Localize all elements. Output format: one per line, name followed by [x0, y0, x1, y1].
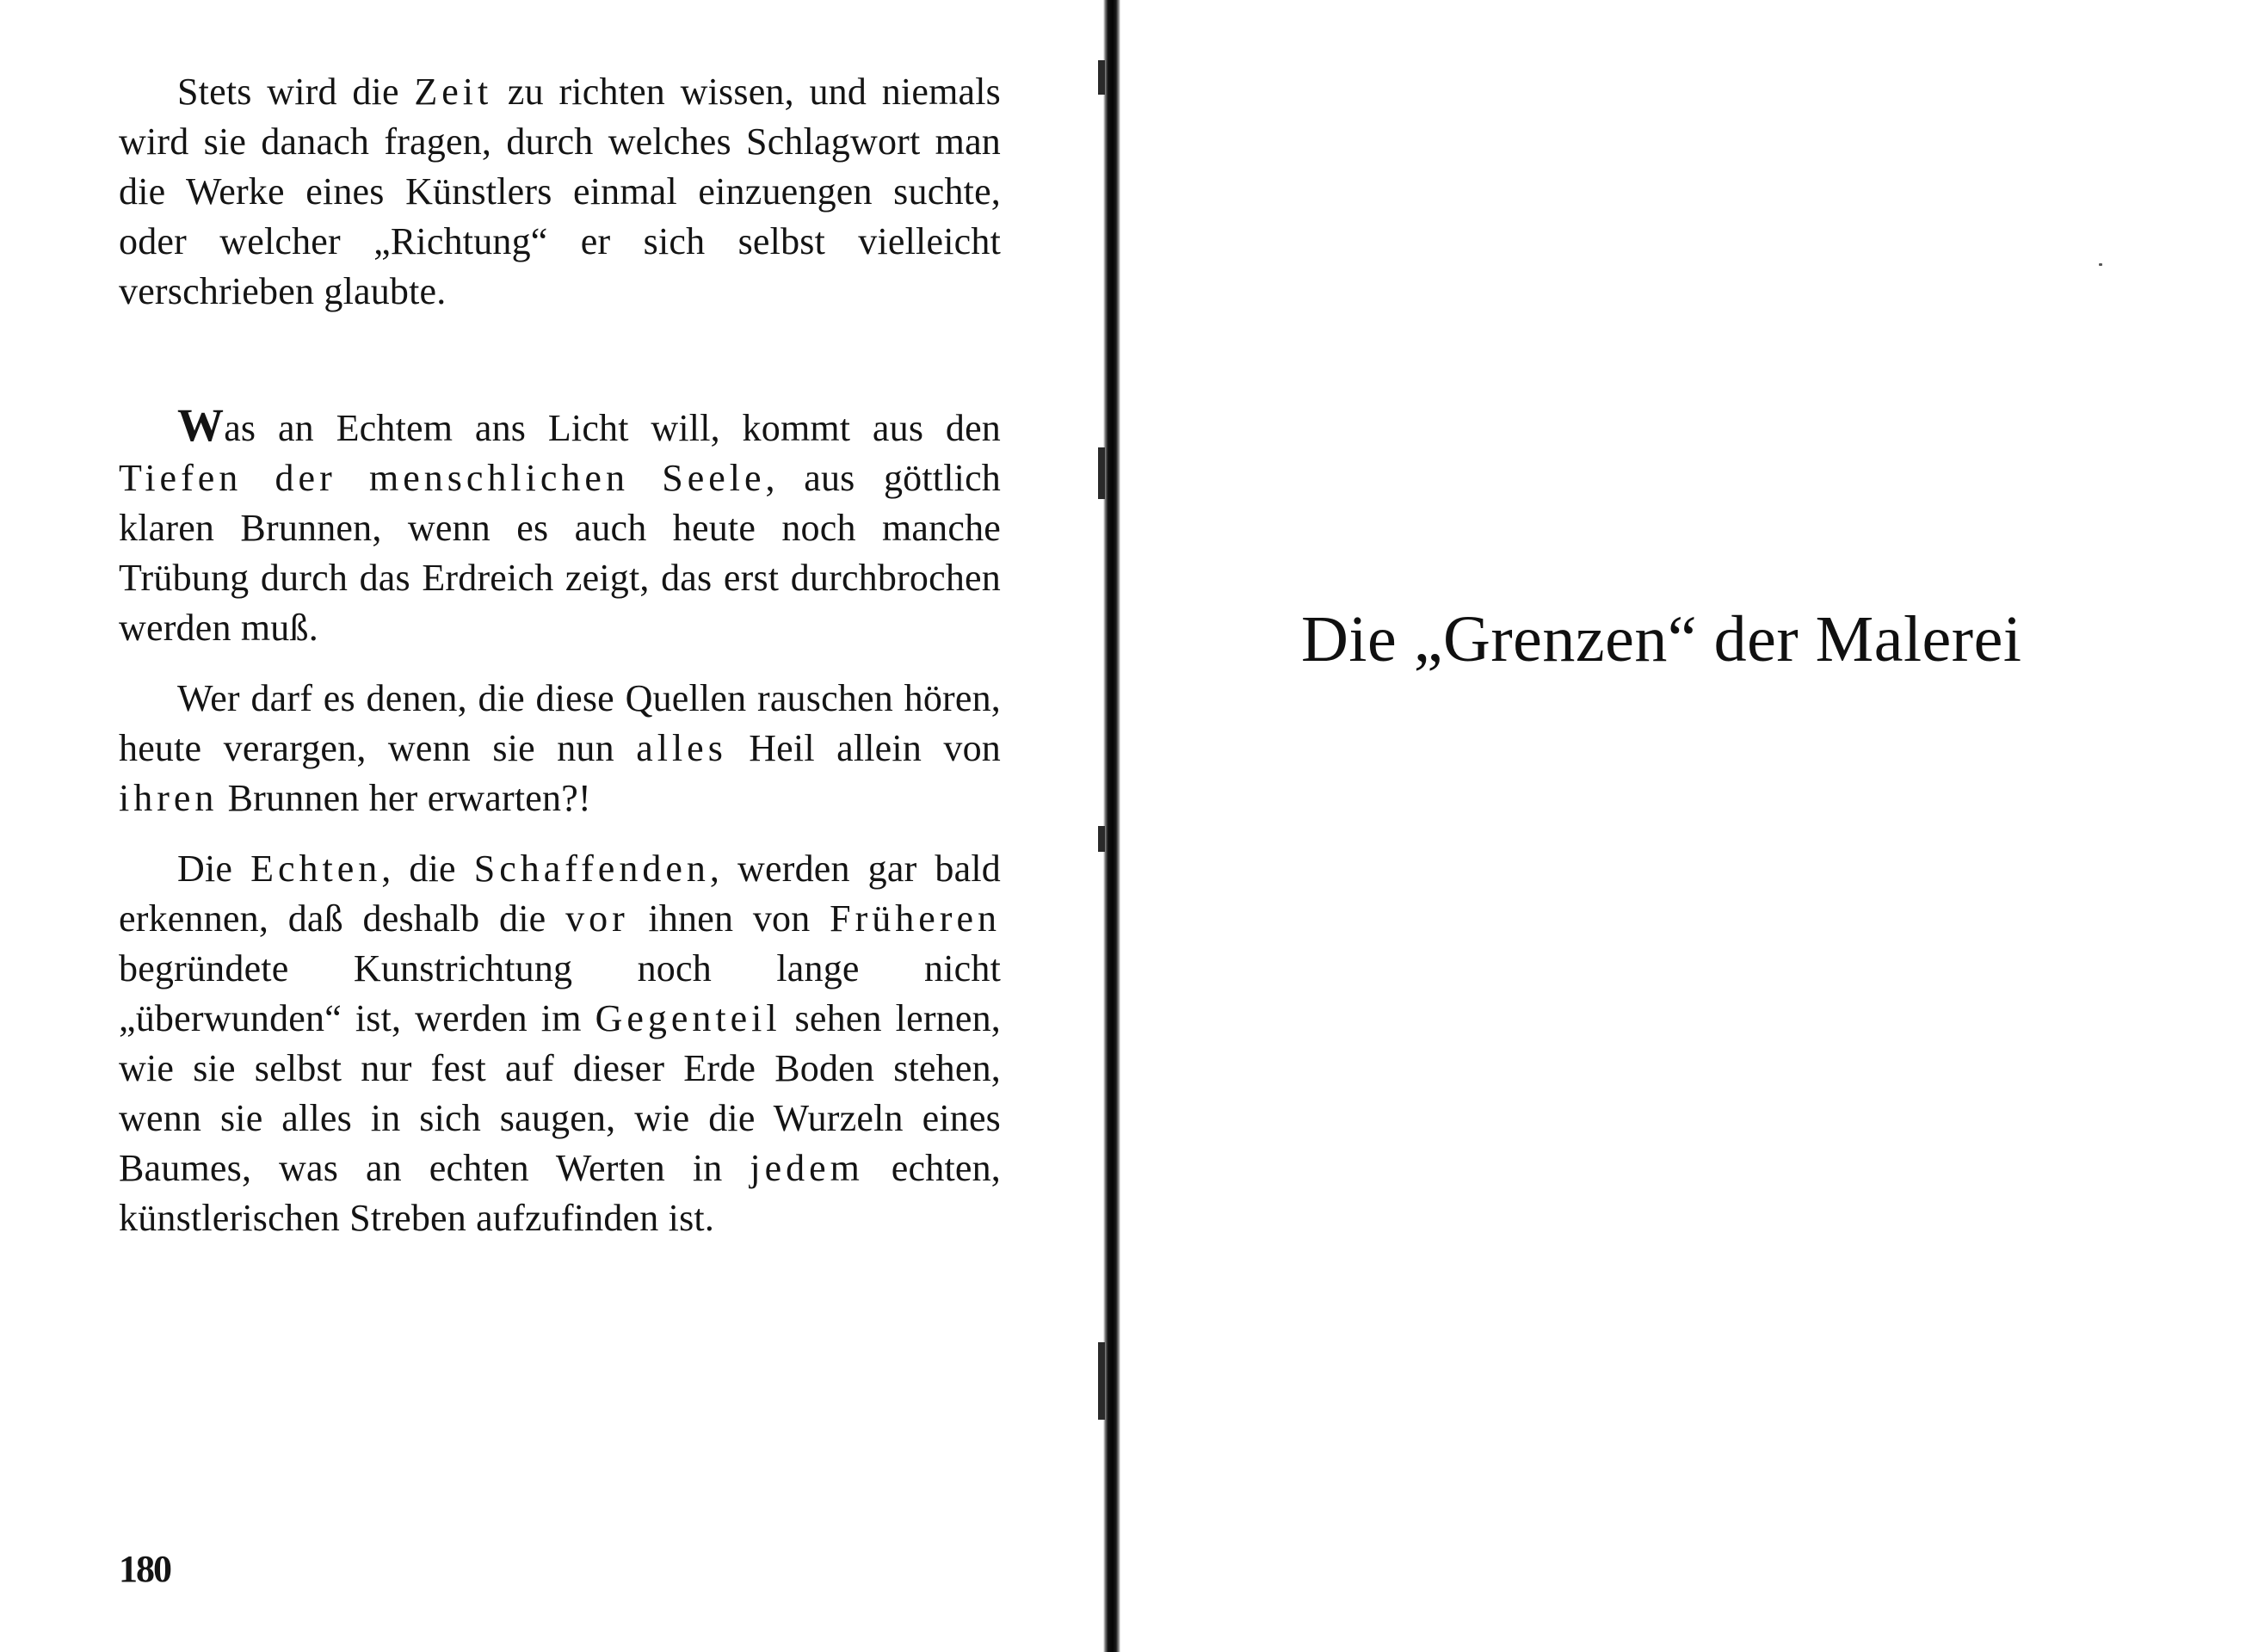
chapter-title: Die „Grenzen“ der Malerei — [1301, 603, 2022, 675]
body-text — [119, 67, 1001, 1243]
gutter-fleck — [1098, 826, 1105, 852]
paragraph-2: Was an Echtem ans Licht will, kommt aus den Tiefen der menschlichen Seele, aus göttlich klaren Brunnen, wenn es auch heute noch manche Trübung durch das Erdreich zeigt, das erst durchbrochen werden muß. — [119, 399, 1001, 649]
gutter-fleck — [1098, 60, 1105, 95]
paragraph-1: Stets wird die Zeit zu richten wissen, und niemals wird sie danach fragen, durch welches Schlagwort man die Werke eines Künstlers einmal einzuengen suchte, oder welcher „Richtung“ er sich selbst vielleicht verschrieben glaubte. — [119, 71, 1001, 312]
paragraph-3: Wer darf es denen, die diese Quellen rauschen hören, heute verargen, wenn sie nun alles Heil allein von ihren Brunnen her erwarten?! — [119, 677, 1002, 819]
drop-cap: W — [177, 399, 225, 451]
gutter-fleck — [1098, 1342, 1105, 1420]
page-number: 180 — [119, 1548, 170, 1590]
print-speck — [2099, 263, 2102, 266]
gutter-fleck — [1098, 447, 1105, 499]
left-page — [0, 0, 1108, 1652]
right-page — [1120, 0, 2246, 1652]
book-gutter — [1103, 0, 1120, 1652]
paragraph-4: Die Echten, die Schaffenden, werden gar bald erkennen, daß deshalb die vor ihnen von Früheren begründete Kunstrichtung noch lange nicht „überwunden“ ist, werden im Gegenteil sehen lernen, wie sie selbst nur fest auf dieser Erde Boden stehen, wenn sie alles in sich saugen, wie die Wurzeln eines Baumes, was an echten Werten in jedem echten, künstlerischen Streben aufzufinden ist. — [119, 848, 1002, 1239]
